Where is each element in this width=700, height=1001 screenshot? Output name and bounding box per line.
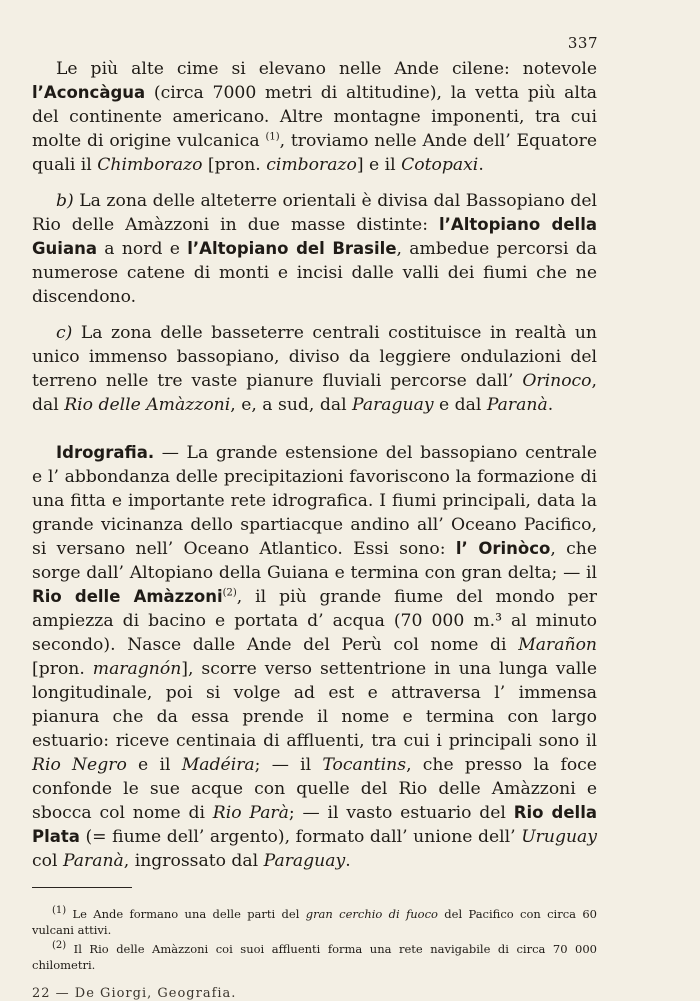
text: — La grande estensione del bassopiano centrale e l’ abbondanza delle precipitazioni favoriscono la formazione di una fitta e importante rete idrografica. I fiumi principali, data la grande vicinanza dello spartiacque andino all’ Oceano Pacifico, si versano nell’ Oceano Atlantico. Essi sono:	[32, 443, 597, 559]
paragraph-idrografia	[32, 441, 597, 873]
term-madeira: Madéira	[181, 755, 255, 775]
footnote-mark: (1)	[52, 905, 67, 917]
term-brasile: l’Altopiano del Brasile	[187, 239, 397, 258]
text: (circa 7000 metri di altitudine), la vetta più alta del continente americano. Altre montagne imponenti, tra cui molte di origine vulcanica	[32, 83, 597, 151]
text: La zona delle alteterre orientali è divisa dal Bassopiano del Rio delle Amàzzoni in due masse distinte:	[32, 191, 597, 235]
text: ; — il vasto estuario del	[288, 803, 514, 823]
main-text	[32, 57, 597, 885]
term-rio-para: Rio Parà	[212, 803, 289, 823]
term-maranon: Marañon	[518, 635, 597, 655]
term-paraguay: Paraguay	[263, 851, 346, 871]
term-cotopaxi: Cotopaxi	[401, 155, 479, 175]
term-amazzoni-river: Rio delle Amàzzoni	[32, 587, 223, 606]
paragraph-basseterre	[32, 321, 597, 417]
text: Il Rio delle Amàzzoni coi suoi affluenti forma una rete navigabile di circa 70 000 chilometri.	[32, 942, 597, 972]
text: Le Ande formano una delle parti del	[66, 907, 306, 921]
term-amazzoni: Rio delle Amàzzoni	[64, 395, 231, 415]
term-aconcagua: l’Aconcàgua	[32, 83, 146, 102]
text: del Pacifico con circa 60 vulcani attivi.	[32, 907, 597, 937]
text: , il più grande fiume del mondo per ampiezza di bacino e portata d’ acqua (70 000 m.³ al minuto secondo). Nasce dalle Ande del Perù col nome di	[32, 587, 598, 655]
term-uruguay: Uruguay	[521, 827, 597, 847]
term-tocantins: Tocantins	[322, 755, 407, 775]
term-parana: Paranà	[62, 851, 124, 871]
text: e dal	[433, 395, 487, 415]
text: , troviamo nelle Ande dell’ Equatore quali il	[32, 131, 597, 175]
page-number: 337	[567, 34, 598, 52]
footnote-ref-1: (1)	[265, 131, 280, 143]
term-orinoco: Orinoco	[522, 371, 592, 391]
text: , che sorge dall’ Altopiano della Guiana e termina con gran delta; — il	[32, 539, 598, 583]
text: , che presso la foce confonde le sue acque con quelle del Rio delle Amàzzoni e sbocca col nome di	[32, 755, 597, 823]
term-paraguay: Paraguay	[352, 395, 434, 415]
footnote-1	[32, 906, 597, 938]
text: e il	[126, 755, 182, 775]
text: Le più alte cime si elevano nelle Ande cilene: notevole	[56, 59, 597, 79]
term-orinoco-river: l’ Orinòco	[455, 539, 551, 558]
footnote-ref-2: (2)	[222, 587, 237, 599]
text: .	[345, 851, 351, 871]
term-parana: Paranà	[486, 395, 548, 415]
text: (= fiume dell’ argento), formato dall’ unione dell’	[79, 827, 522, 847]
text: .	[478, 155, 484, 175]
text: , e, a sud, dal	[230, 395, 353, 415]
term-guiana: l’Altopiano della Guiana	[32, 215, 597, 258]
text: La zona delle basseterre centrali costituisce in realtà un unico immenso bassopiano, diviso da leggiere ondulazioni del terreno nelle tre vaste pianure fluviali percorse dall’	[32, 323, 597, 391]
text: ; — il	[254, 755, 323, 775]
term-chimborazo: Chimborazo	[97, 155, 203, 175]
text: col	[32, 851, 63, 871]
text: ] e il	[356, 155, 402, 175]
footnotes	[32, 906, 597, 976]
text: ], scorre verso settentrione in una lunga valle longitudinale, poi si volge ad est e attraversa l’ immensa pianura che da essa prende il nome e termina con largo estuario: riceve centinaia di affluenti, tra cui i principali sono il	[32, 659, 597, 751]
text: [pron.	[32, 659, 93, 679]
text: , dal	[32, 371, 597, 415]
section-heading-idrografia: Idrografia.	[56, 443, 155, 462]
term-rio-della-plata: Rio della Plata	[32, 803, 597, 846]
term-gran-cerchio: gran cerchio di fuoco	[305, 907, 438, 921]
pronunciation: cimborazo	[266, 155, 357, 175]
footnote-2	[32, 941, 597, 973]
text: .	[547, 395, 554, 415]
term-rio-negro: Rio Negro	[32, 755, 127, 775]
footnote-mark: (2)	[52, 940, 67, 952]
text: , ingrossato dal	[123, 851, 264, 871]
list-marker-b: b)	[56, 191, 74, 211]
text: [pron.	[202, 155, 267, 175]
printer-signature: 22 — De Giorgi, Geografia.	[32, 986, 237, 1001]
footnote-divider	[32, 887, 132, 888]
text: a nord e	[96, 239, 188, 259]
pronunciation: maragnón	[92, 659, 182, 679]
text: , ambedue percorsi da numerose catene di monti e incisi dalle valli dei fiumi che ne discendono.	[32, 239, 597, 307]
paragraph-alteterre	[32, 189, 597, 309]
paragraph-andes	[32, 57, 597, 177]
list-marker-c: c)	[56, 323, 73, 343]
